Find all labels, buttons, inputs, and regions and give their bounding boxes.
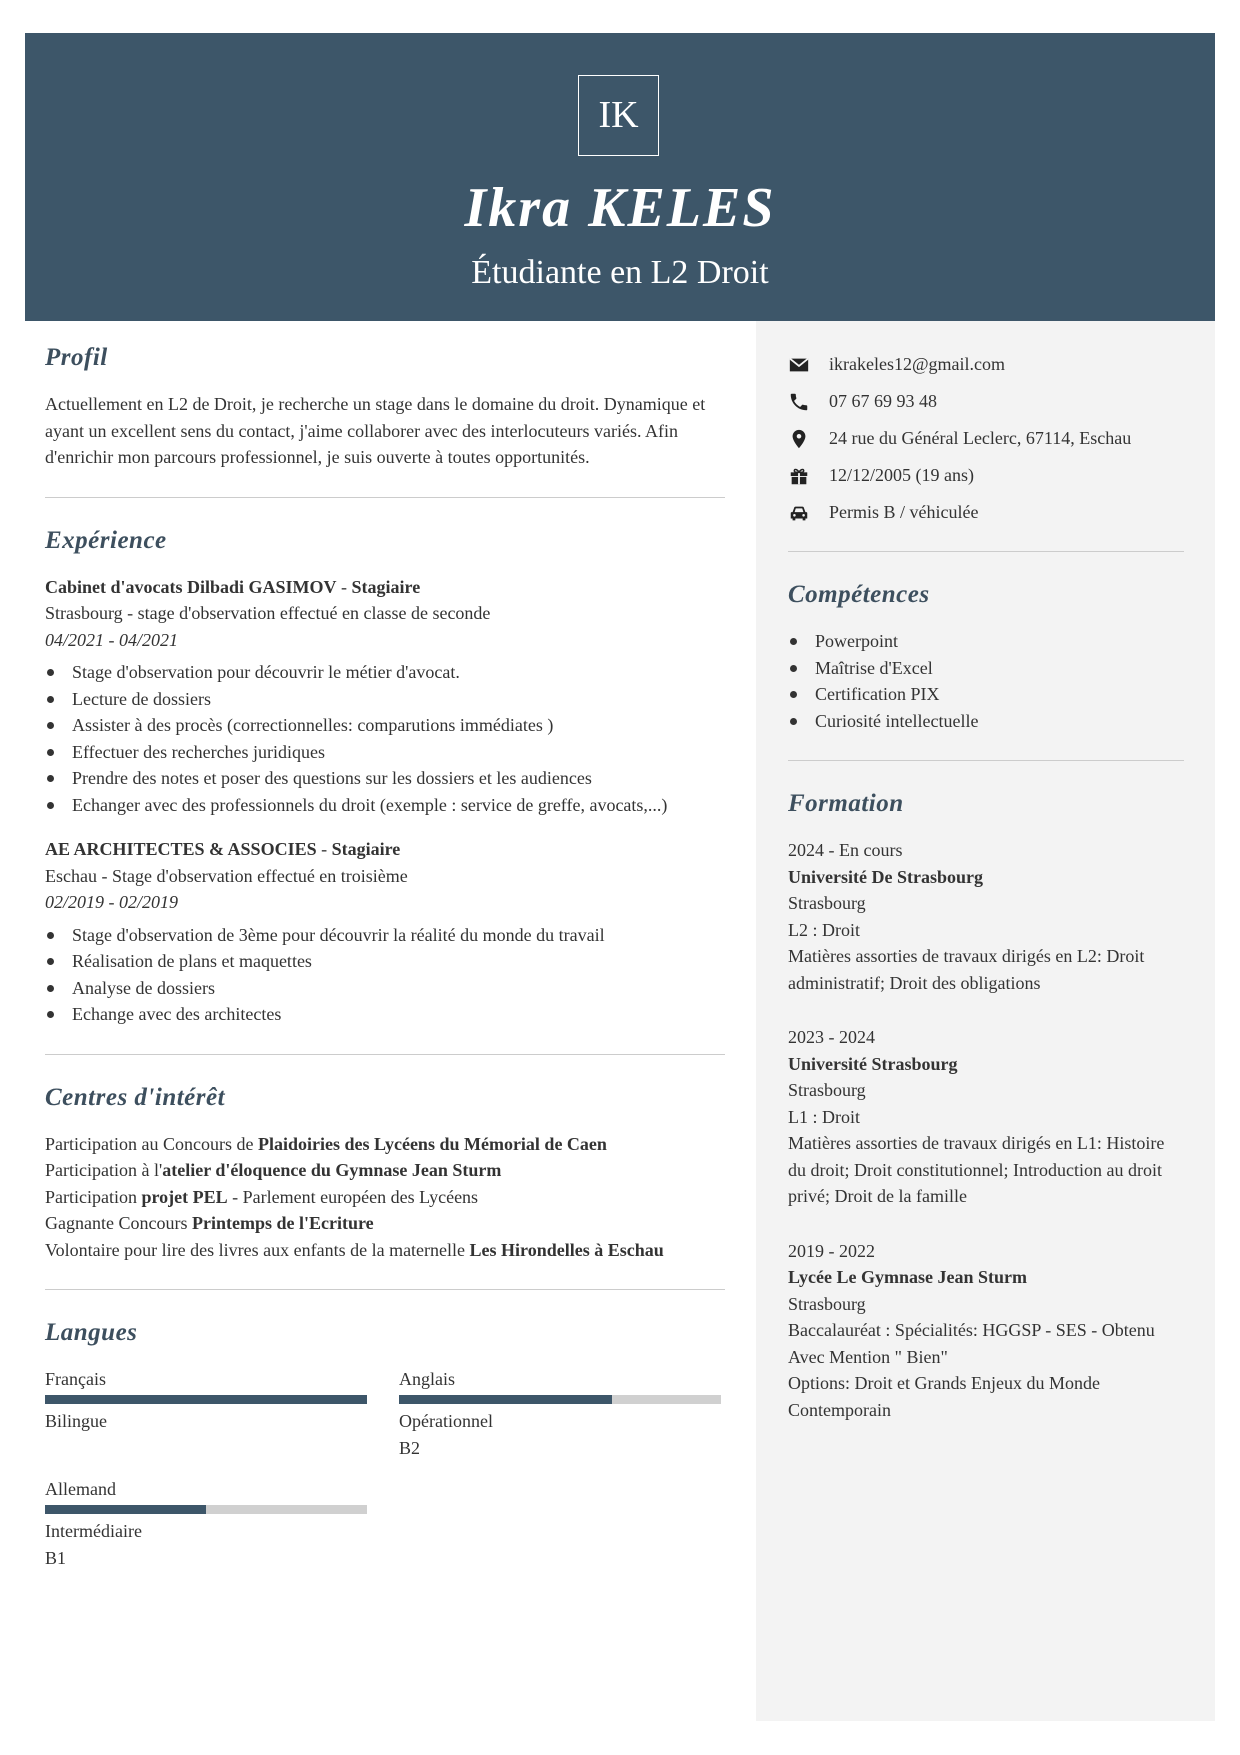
language-level-fill [399, 1395, 612, 1404]
list-item: Analyse de dossiers [45, 975, 725, 1002]
education-detail: Options: Droit et Grands Enjeux du Monde Contemporain [788, 1373, 1100, 1420]
language-grid [45, 1366, 725, 1586]
interest-highlight: Plaidoiries des Lycéens du Mémorial de Caen [257, 1133, 607, 1154]
divider [45, 497, 725, 498]
job-header [45, 836, 725, 863]
interest-line [45, 1131, 725, 1158]
education-dates: 2019 - 2022 [788, 1240, 875, 1261]
section-title: Langues [45, 1319, 138, 1346]
language-level-fill [45, 1505, 206, 1514]
education-school: Lycée Le Gymnase Jean Sturm [788, 1267, 1027, 1287]
sidebar [788, 346, 1184, 1423]
education-detail: Matières assorties de travaux dirigés en L2: Droit administratif; Droit des obligations [788, 946, 1145, 993]
list-item: Prendre des notes et poser des questions sur les dossiers et les audiences [45, 765, 725, 792]
contact-email [788, 346, 1184, 383]
envelope-icon [788, 354, 810, 376]
list-item: Powerpoint [788, 628, 1184, 655]
education-city: Strasbourg [788, 1080, 866, 1100]
skills-list [788, 628, 1184, 734]
job-separator: - [316, 839, 332, 859]
phone-icon [788, 391, 810, 413]
job-tasks [45, 922, 725, 1028]
language-name: Allemand [45, 1479, 116, 1499]
divider [45, 1054, 725, 1055]
divider [788, 551, 1184, 552]
language-item [45, 1366, 367, 1461]
interest-prefix: Participation au Concours de [45, 1133, 258, 1154]
education-entry [788, 1238, 1184, 1424]
contact-section [788, 346, 1184, 531]
education-detail: L1 : Droit [788, 1106, 860, 1127]
education-entry [788, 837, 1184, 996]
education-city: Strasbourg [788, 893, 866, 913]
education-school: Université De Strasbourg [788, 866, 983, 887]
job-header [45, 574, 725, 601]
experience-section [45, 524, 725, 1028]
job-entry [45, 574, 725, 819]
education-detail: L2 : Droit [788, 919, 860, 940]
phone-text: 07 67 69 93 48 [829, 391, 937, 411]
education-detail: Baccalauréat : Spécialités: HGGSP - SES - Obtenu Avec Mention " Bien" [788, 1320, 1155, 1367]
interest-prefix: Participation [45, 1186, 142, 1207]
divider [788, 760, 1184, 761]
list-item: Certification PIX [788, 681, 1184, 708]
language-level-fill [45, 1395, 367, 1404]
education-detail: Matières assorties de travaux dirigés en L1: Histoire du droit; Droit constitutionnel; Introduction au droit privé; Droit de la famille [788, 1133, 1165, 1206]
interest-line [45, 1237, 725, 1264]
interest-line [45, 1157, 725, 1184]
main-column [45, 341, 725, 1586]
language-name: Français [45, 1369, 106, 1389]
job-dates: 04/2021 - 04/2021 [45, 629, 178, 650]
list-item: Stage d'observation pour découvrir le métier d'avocat. [45, 659, 725, 686]
location-pin-icon [788, 428, 810, 450]
section-title: Formation [788, 790, 904, 817]
list-item: Stage d'observation de 3ème pour découvrir la réalité du monde du travail [45, 922, 725, 949]
contact-address [788, 420, 1184, 457]
education-dates: 2023 - 2024 [788, 1027, 875, 1047]
job-tasks [45, 659, 725, 818]
interest-highlight: Les Hirondelles à Eschau [469, 1239, 664, 1260]
contact-birthdate [788, 457, 1184, 494]
car-icon [788, 502, 810, 524]
interest-line [45, 1210, 725, 1237]
contact-license [788, 494, 1184, 531]
language-level-bar [45, 1395, 367, 1404]
education-city: Strasbourg [788, 1293, 866, 1314]
job-location: Strasbourg - stage d'observation effectué en classe de seconde [45, 603, 491, 623]
list-item: Réalisation de plans et maquettes [45, 948, 725, 975]
job-entry [45, 836, 725, 1028]
language-cert: B2 [399, 1437, 421, 1458]
profile-section [45, 341, 725, 471]
language-level-bar [399, 1395, 721, 1404]
language-item [399, 1366, 721, 1461]
list-item: Effectuer des recherches juridiques [45, 739, 725, 766]
languages-section [45, 1316, 725, 1586]
language-level: Opérationnel [399, 1411, 493, 1431]
list-item: Assister à des procès (correctionnelles: comparutions immédiates ) [45, 712, 725, 739]
list-item: Curiosité intellectuelle [788, 708, 1184, 735]
interest-highlight: projet PEL [141, 1186, 228, 1207]
monogram: IK [578, 75, 659, 156]
email-text[interactable]: ikrakeles12@gmail.com [829, 354, 1006, 374]
birthdate-text: 12/12/2005 (19 ans) [829, 465, 974, 485]
job-dates: 02/2019 - 02/2019 [45, 892, 178, 912]
section-title: Profil [45, 344, 108, 371]
list-item: Echanger avec des professionnels du droit (exemple : service de greffe, avocats,...) [45, 792, 725, 819]
address-text: 24 rue du Général Leclerc, 67114, Eschau [829, 428, 1132, 448]
job-location: Eschau - Stage d'observation effectué en troisième [45, 865, 408, 886]
section-title: Centres d'intérêt [45, 1083, 226, 1111]
interest-highlight: atelier d'éloquence du Gymnase Jean Sturm [162, 1160, 502, 1180]
language-cert: B1 [45, 1547, 67, 1568]
profile-text: Actuellement en L2 de Droit, je recherche un stage dans le domaine du droit. Dynamique et ayant un excellent sens du contact, j'aime collaborer avec des interlocuteurs variés. Afin d'enrichir mon parcours professionnel, je suis ouverte à toutes opportunités. [45, 394, 706, 467]
education-dates: 2024 - En cours [788, 840, 903, 860]
interest-highlight: Printemps de l'Ecriture [191, 1213, 374, 1233]
language-level: Intermédiaire [45, 1521, 142, 1541]
interest-prefix: Volontaire pour lire des livres aux enfants de la maternelle [45, 1239, 470, 1260]
candidate-title: Étudiante en L2 Droit [471, 254, 769, 291]
interests-section [45, 1081, 725, 1264]
interest-line [45, 1184, 725, 1211]
header-banner [25, 33, 1215, 321]
candidate-name: Ikra KELES [464, 177, 776, 239]
contact-phone [788, 383, 1184, 420]
language-level: Bilingue [45, 1411, 107, 1431]
job-separator: - [336, 576, 352, 597]
interest-suffix: - Parlement européen des Lycéens [227, 1186, 479, 1207]
skills-section [788, 578, 1184, 734]
education-entry [788, 1024, 1184, 1210]
section-title: Expérience [45, 526, 167, 554]
education-school: Université Strasbourg [788, 1053, 958, 1074]
education-section [788, 787, 1184, 1423]
list-item: Maîtrise d'Excel [788, 655, 1184, 682]
section-title: Compétences [788, 581, 930, 608]
interest-prefix: Participation à l' [45, 1160, 163, 1180]
job-company: Cabinet d'avocats Dilbadi GASIMOV [45, 576, 337, 597]
job-company: AE ARCHITECTES & ASSOCIES [45, 839, 317, 859]
job-role: Stagiaire [331, 839, 401, 859]
language-level-bar [45, 1505, 367, 1514]
job-role: Stagiaire [351, 576, 421, 597]
divider [45, 1289, 725, 1290]
interest-prefix: Gagnante Concours [45, 1213, 192, 1233]
list-item: Echange avec des architectes [45, 1001, 725, 1028]
list-item: Lecture de dossiers [45, 686, 725, 713]
language-item [45, 1476, 367, 1571]
license-text: Permis B / véhiculée [829, 502, 979, 522]
gift-icon [788, 465, 810, 487]
language-name: Anglais [399, 1369, 455, 1389]
